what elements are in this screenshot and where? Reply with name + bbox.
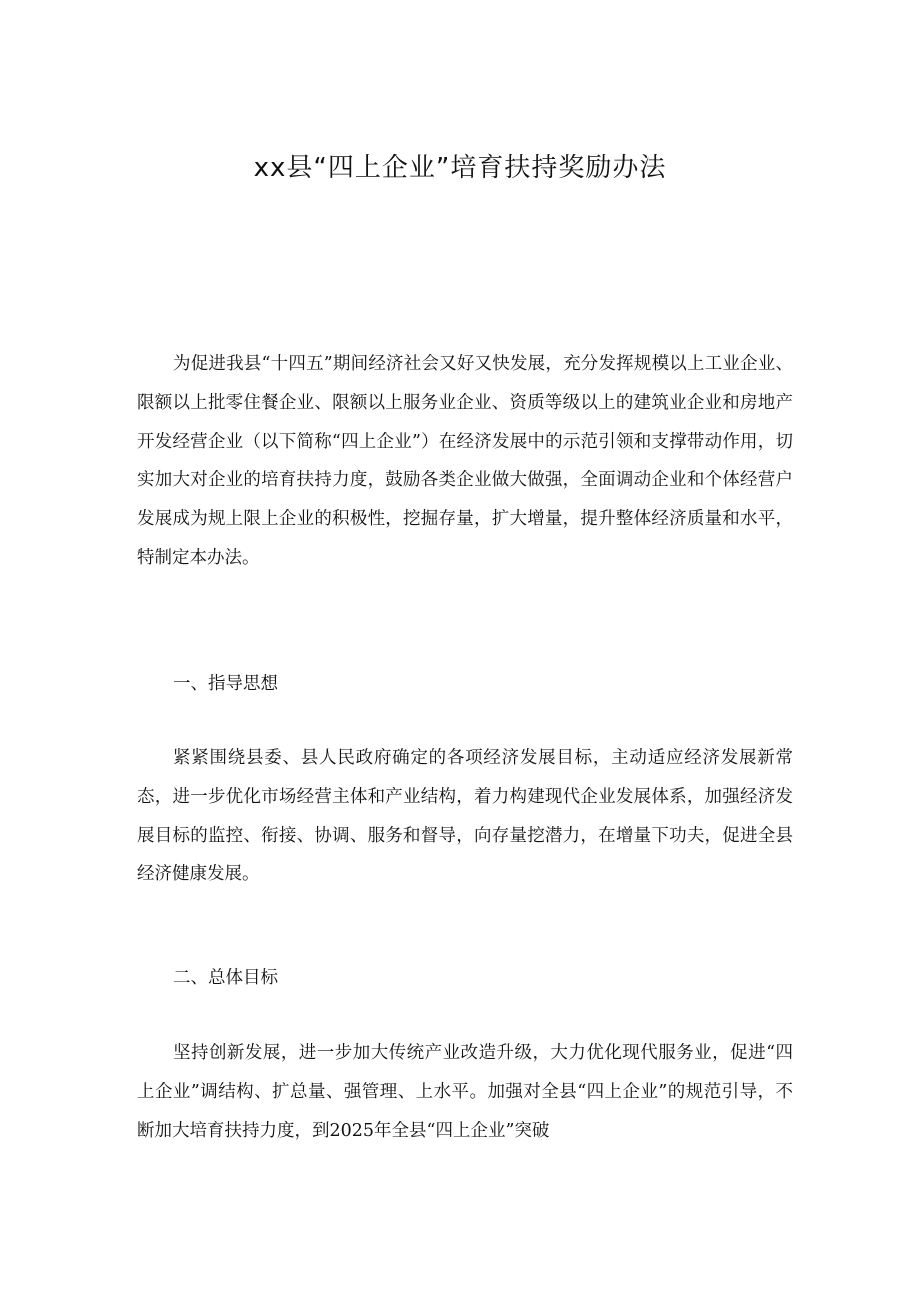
- section-heading-overall-goal: 二、总体目标: [173, 968, 278, 988]
- document-title: xx县“四上企业”培育扶持奖励办法: [253, 153, 667, 183]
- section-heading-guiding-ideology: 一、指导思想: [173, 674, 278, 694]
- section-paragraph-overall-goal: 坚持创新发展，进一步加大传统产业改造升级，大力优化现代服务业，促进“四上企业”调结构、扩总量、强管理、上水平。加强对全县“四上企业”的规范引导，不断加大培育扶持力度，到2025年全县“四上企业”突破: [137, 1043, 793, 1141]
- section-paragraph-guiding-ideology: 紧紧围绕县委、县人民政府确定的各项经济发展目标，主动适应经济发展新常态，进一步优化市场经营主体和产业结构，着力构建现代企业发展体系，加强经济发展目标的监控、衔接、协调、服务和督导，向存量挖潜力，在增量下功夫，促进全县经济健康发展。: [137, 748, 793, 885]
- intro-paragraph: 为促进我县“十四五”期间经济社会又好又快发展，充分发挥规模以上工业企业、限额以上批零住餐企业、限额以上服务业企业、资质等级以上的建筑业企业和房地产开发经营企业（以下简称“四上企业”）在经济发展中的示范引领和支撑带动作用，切实加大对企业的培育扶持力度，鼓励各类企业做大做强，全面调动企业和个体经营户发展成为规上限上企业的积极性，挖掘存量，扩大增量，提升整体经济质量和水平，特制定本办法。: [137, 354, 793, 568]
